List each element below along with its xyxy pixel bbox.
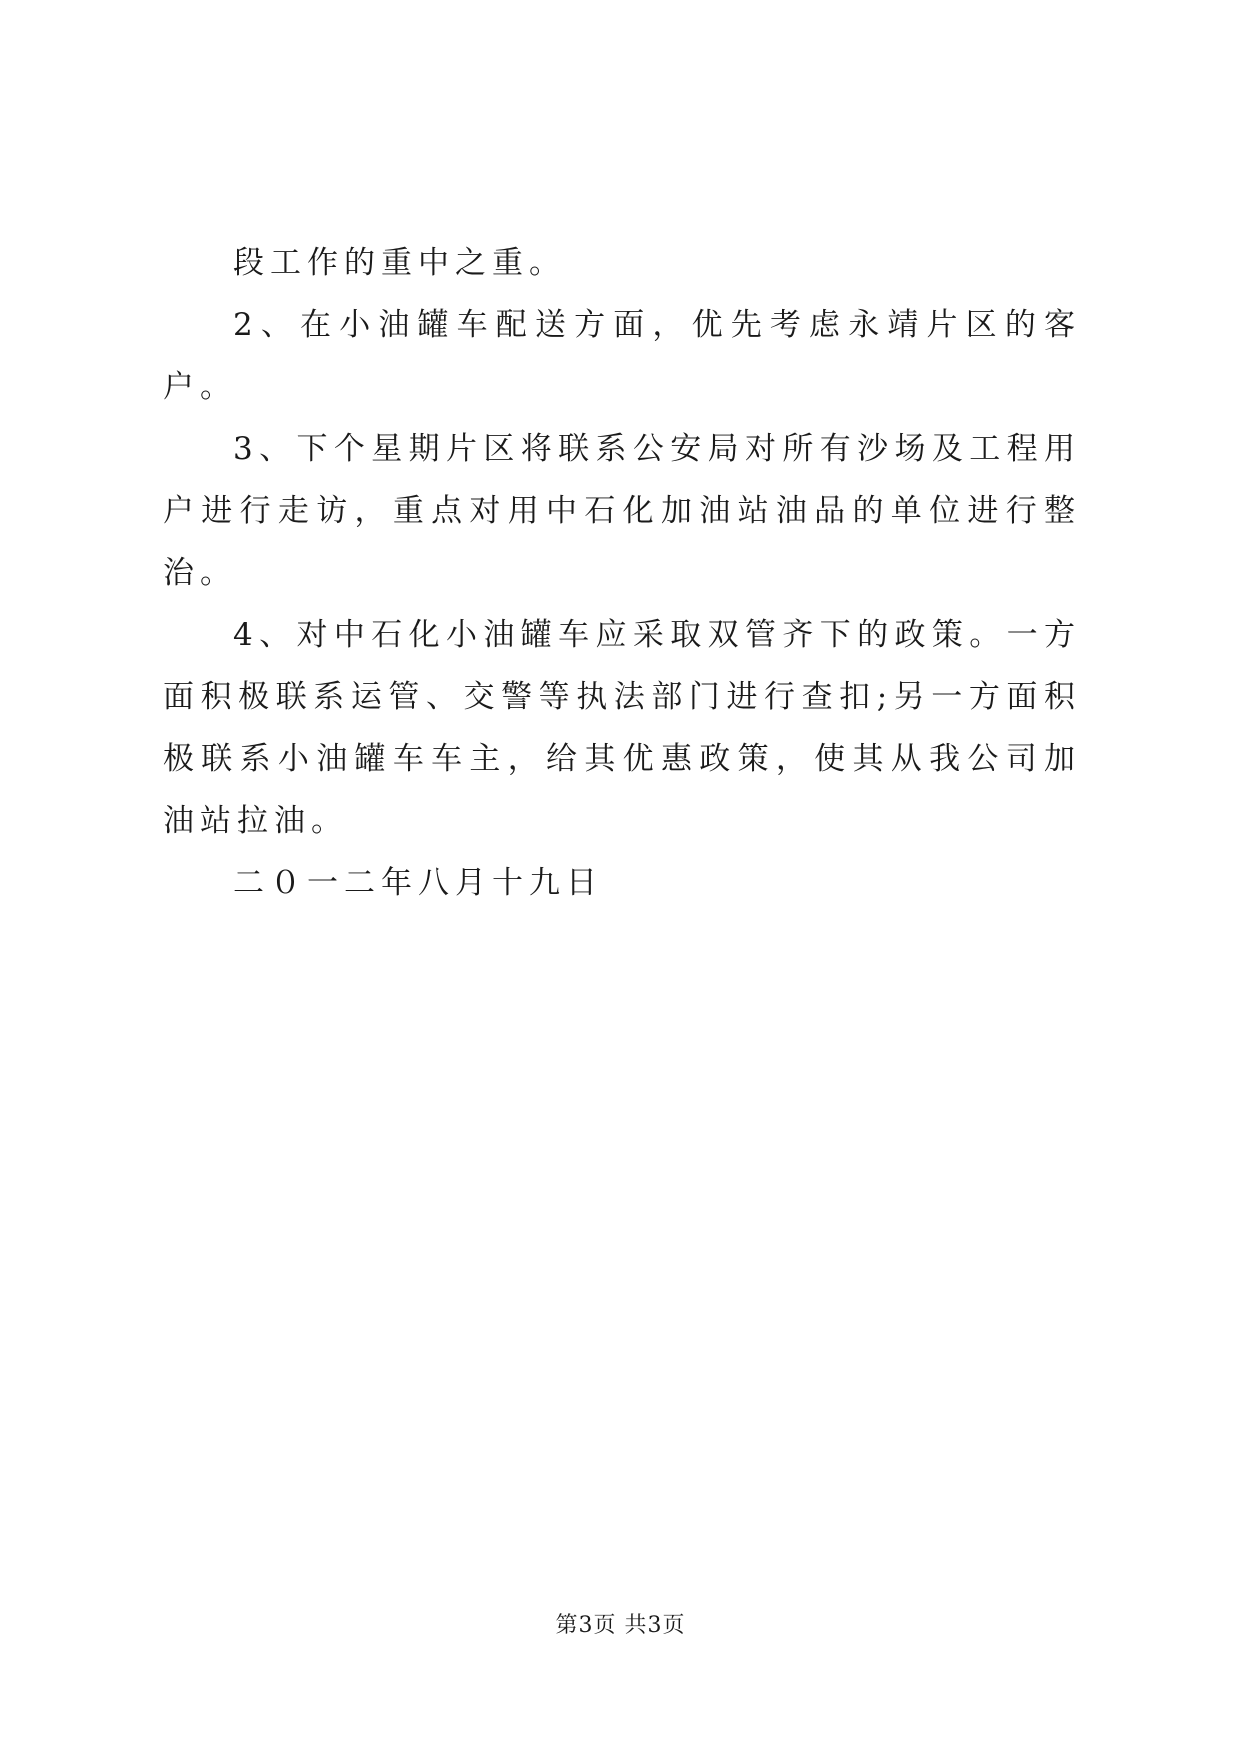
paragraph-item-3: 3、下个星期片区将联系公安局对所有沙场及工程用户进行走访，重点对用中石化加油站油品的单位进行整治。 bbox=[163, 431, 1081, 591]
paragraph-continuation: 段工作的重中之重。 bbox=[233, 245, 566, 281]
paragraph-item-2: 2、在小油罐车配送方面，优先考虑永靖片区的客户。 bbox=[163, 307, 1081, 405]
document-date: 二０一二年八月十九日 bbox=[233, 865, 603, 901]
page-number-footer: 第3页 共3页 bbox=[555, 1613, 686, 1638]
paragraph-item-4: 4、对中石化小油罐车应采取双管齐下的政策。一方面积极联系运管、交警等执法部门进行查扣;另一方面积极联系小油罐车车主，给其优惠政策，使其从我公司加油站拉油。 bbox=[163, 617, 1081, 839]
document-body bbox=[163, 232, 1081, 914]
